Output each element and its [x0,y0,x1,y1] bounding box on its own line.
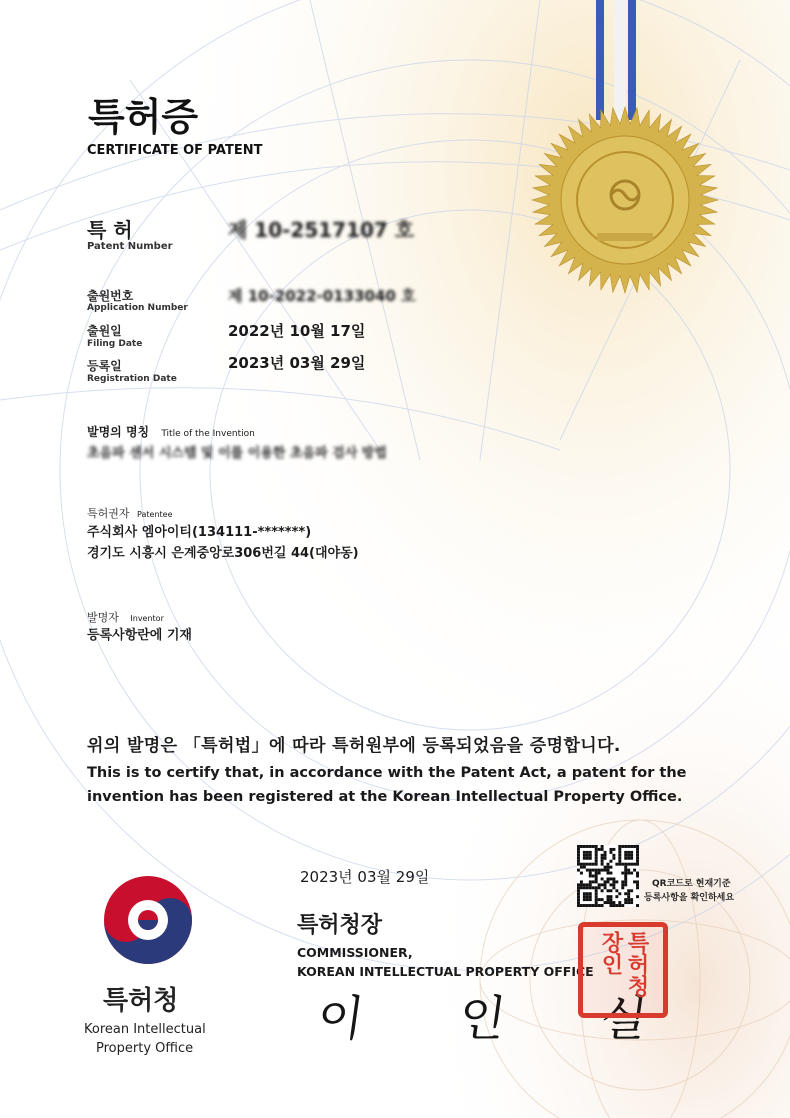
ribbon-stripe-left [596,0,604,120]
application-number-label: 출원번호 [87,289,134,303]
issue-date: 2023년 03월 29일 [300,868,430,886]
invention-title-label [87,423,255,440]
ribbon-stripe-middle [614,0,626,120]
office-name-en-line1: Korean Intellectual [84,1022,206,1037]
filing-date-value: 2022년 10월 17일 [228,322,366,340]
signature: 이 인 실 [313,991,691,1047]
patentee-label-en: Patentee [137,510,173,519]
inventor-value: 등록사항란에 기재 [87,628,192,643]
qr-note-line1: QR코드로 현재기준 [652,879,731,889]
patentee-name: 주식회사 엠아이티(134111-*******) [87,525,312,540]
registration-date-label-en: Registration Date [87,374,177,384]
statement-en-line2: invention has been registered at the Korean Intellectual Property Office. [87,789,683,805]
inventor-label-ko: 발명자 [87,611,119,624]
patentee-label [87,505,173,521]
patent-number-label: 특 허 [87,218,133,242]
registration-date-label: 등록일 [87,359,122,373]
certificate-title-ko: 특허증 [88,95,199,139]
invention-title-label-en: Title of the Invention [161,429,255,439]
inventor-label-en: Inventor [130,614,164,623]
statement-en-line1: This is to certify that, in accordance with the Patent Act, a patent for the [87,765,687,781]
statement-ko: 위의 발명은 「특허법」에 따라 특허원부에 등록되었음을 증명합니다. [87,736,621,756]
commissioner-en-line1: COMMISSIONER, [297,945,413,960]
patentee-label-ko: 특허권자 [87,507,130,520]
commissioner-en-line2: KOREAN INTELLECTUAL PROPERTY OFFICE [297,964,594,979]
filing-date-label: 출원일 [87,324,122,338]
office-name-ko: 특허청 [103,986,179,1016]
patentee-address: 경기도 시흥시 은계중앙로306번길 44(대야동) [87,546,359,561]
invention-title-label-ko: 발명의 명칭 [87,425,150,439]
official-stamp-text: 특허청장인 [598,931,649,997]
filing-date-label-en: Filing Date [87,339,143,349]
office-name-en-line2: Property Office [96,1041,194,1056]
certificate-title-en: CERTIFICATE OF PATENT [87,143,263,158]
commissioner-ko: 특허청장 [297,913,383,938]
inventor-label [87,609,164,625]
kipo-logo-icon [101,873,195,967]
application-number-value: 제 10-2022-0133040 호 [228,287,416,305]
application-number-label-en: Application Number [87,303,188,313]
qr-code-icon[interactable] [577,845,639,907]
gold-seal-icon [525,105,725,295]
qr-note-line2: 등록사항을 확인하세요 [644,893,735,903]
patent-number-label-en: Patent Number [87,241,173,252]
invention-title-value: 초음파 센서 시스템 및 이를 이용한 초음파 검사 방법 [87,446,387,461]
registration-date-value: 2023년 03월 29일 [228,354,366,372]
patent-number-value: 제 10-2517107 호 [228,218,415,242]
ribbon-stripe-right [628,0,636,120]
official-stamp [578,922,668,1018]
